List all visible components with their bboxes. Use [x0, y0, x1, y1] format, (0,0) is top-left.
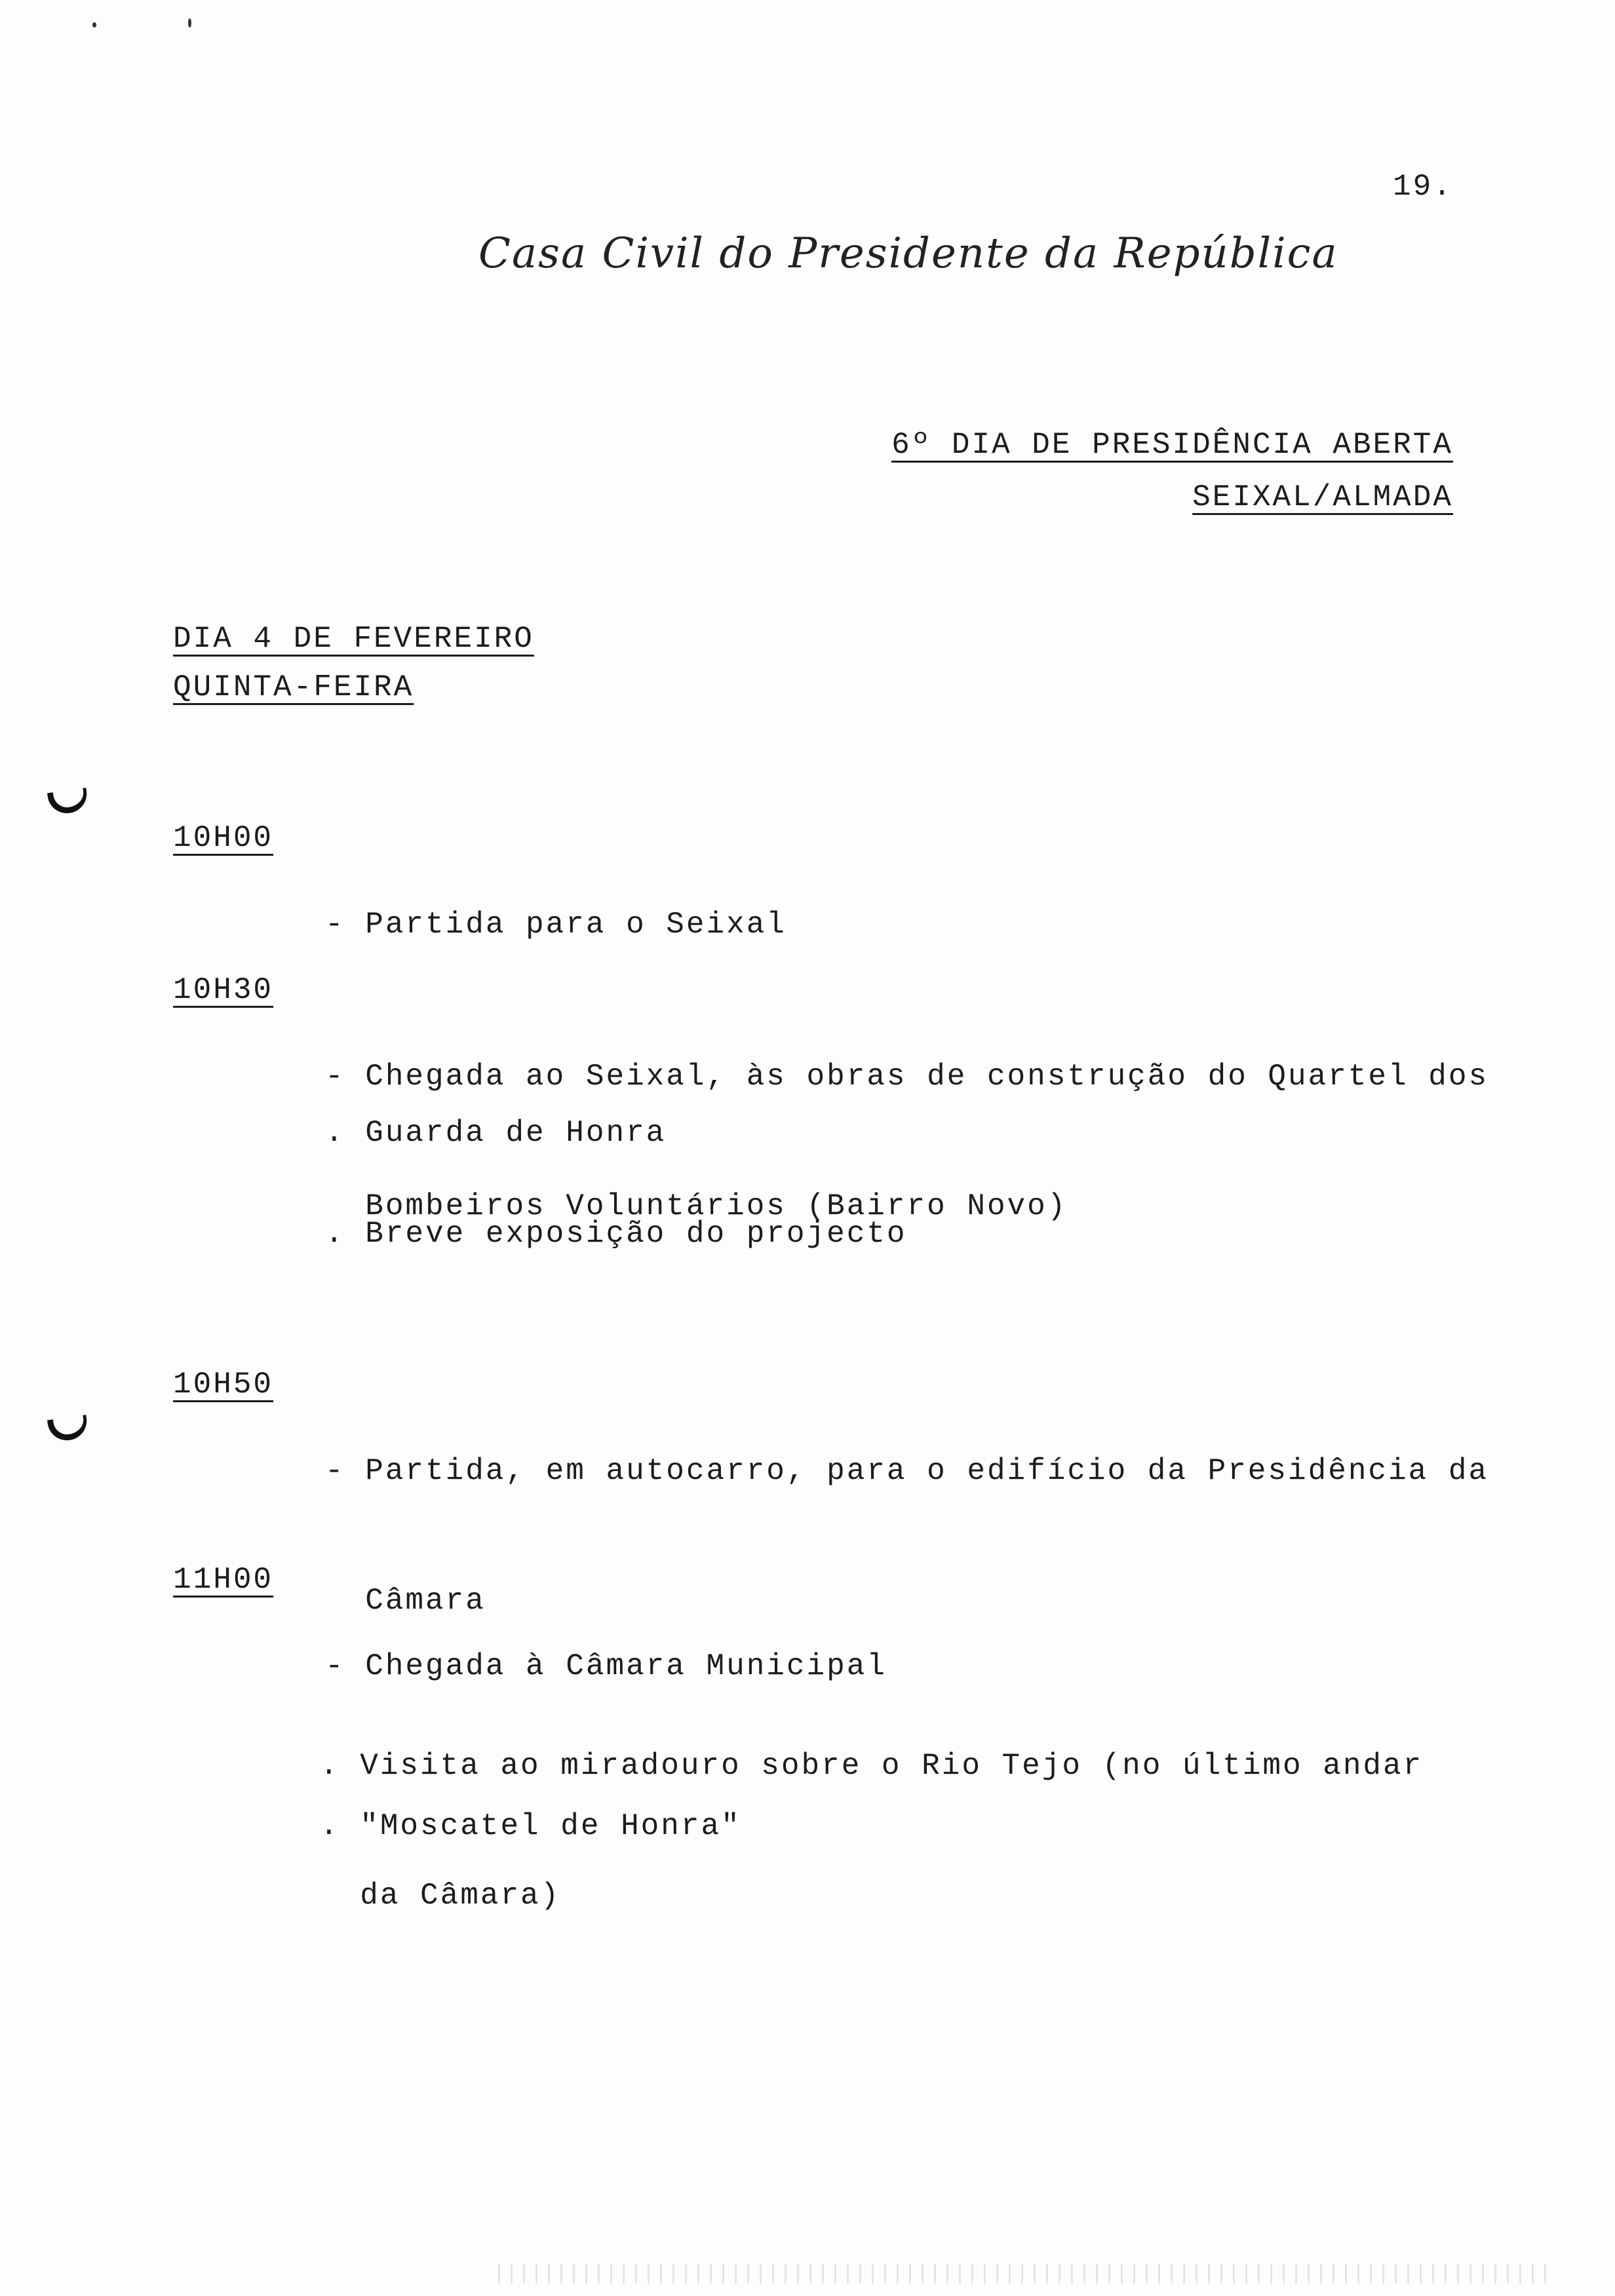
scan-speck [92, 22, 96, 28]
entry-item: . "Moscatel de Honra" [320, 1809, 741, 1843]
entry-item: . Breve exposição do projecto [325, 1217, 907, 1251]
letterhead: Casa Civil do Presidente da República [478, 229, 1338, 278]
entry-line: - Partida para o Seixal [325, 908, 787, 942]
title-line-2: SEIXAL/ALMADA [1192, 480, 1453, 514]
entry-line: Câmara [325, 1584, 486, 1618]
page-number: 19. [1393, 170, 1453, 204]
margin-check-mark [47, 1415, 89, 1443]
entry-time: 10H50 [173, 1368, 274, 1402]
date-heading [173, 617, 534, 714]
scan-noise [498, 2264, 1547, 2284]
entry-line: - Chegada à Câmara Municipal [325, 1649, 887, 1683]
entry-time: 11H00 [173, 1563, 274, 1597]
date-line-2: QUINTA-FEIRA [173, 670, 414, 704]
entry-item: . Guarda de Honra [325, 1116, 667, 1150]
entry-item-line: da Câmara) [320, 1879, 561, 1913]
margin-check-mark [47, 788, 89, 816]
date-line-1: DIA 4 DE FEVEREIRO [173, 622, 534, 656]
title-line-1: 6º DIA DE PRESIDÊNCIA ABERTA [891, 428, 1453, 462]
scan-speck [188, 18, 191, 28]
entry-time: 10H00 [173, 821, 274, 855]
document-title [891, 423, 1453, 528]
entry-line: Bombeiros Voluntários (Bairro Novo) [325, 1189, 1068, 1223]
entry-line: - Chegada ao Seixal, às obras de construção do Quartel dos [325, 1060, 1489, 1094]
entry-item-line: . Visita ao miradouro sobre o Rio Tejo (no último andar [320, 1749, 1424, 1783]
entry-time: 10H30 [173, 973, 274, 1007]
entry-line: - Partida, em autocarro, para o edifício da Presidência da [325, 1454, 1489, 1488]
